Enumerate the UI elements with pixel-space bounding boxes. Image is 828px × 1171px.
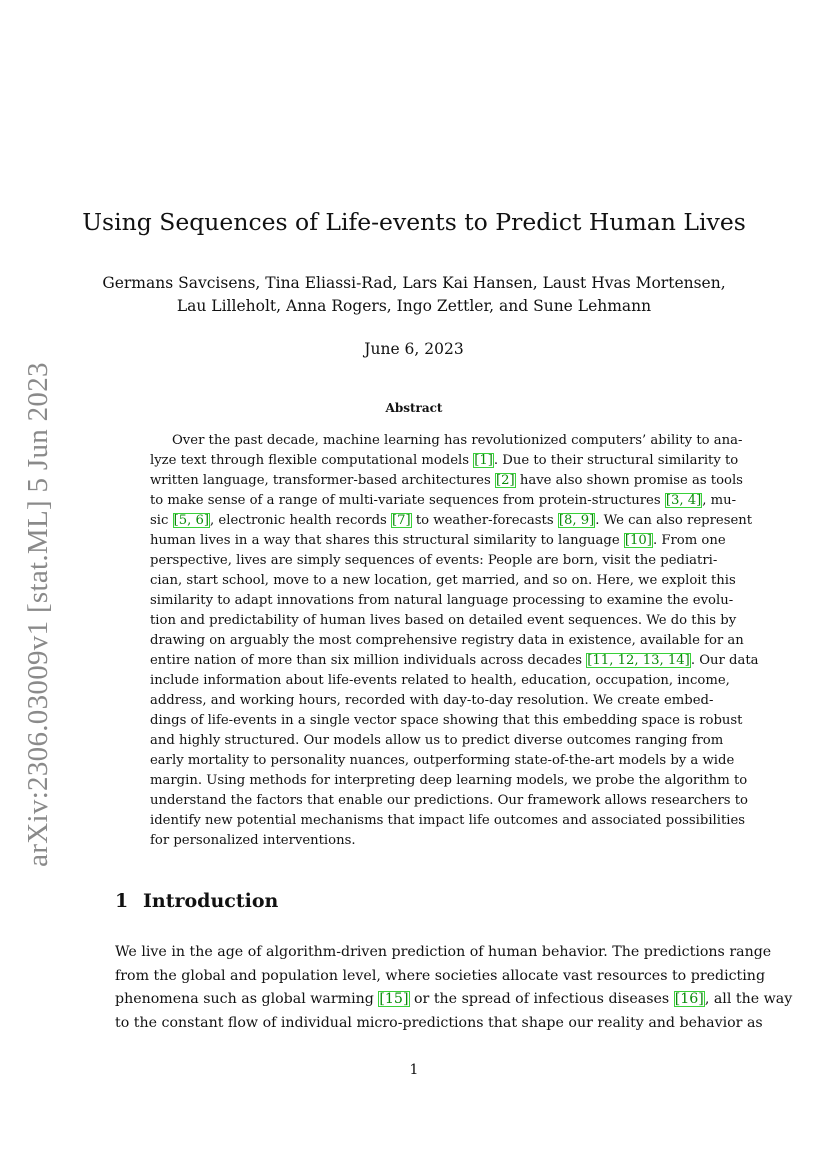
text-run: cian, start school, move to a new location, get married, and so on. Here, we exploit this	[150, 573, 736, 588]
text-run: from the global and population level, where societies allocate vast resources to predicting	[115, 967, 766, 984]
citation-link[interactable]: [1]	[474, 453, 493, 468]
abstract-line	[150, 771, 748, 791]
page-number: 1	[409, 1062, 419, 1078]
abstract-line	[150, 471, 743, 491]
text-run: . From one	[652, 533, 726, 548]
abstract-line	[150, 671, 730, 691]
abstract-line	[150, 631, 744, 651]
abstract-line	[150, 831, 688, 851]
text-run: . Due to their structural similarity to	[493, 453, 739, 468]
body-line	[115, 941, 772, 965]
text-run: , all the way	[704, 991, 793, 1008]
abstract-line	[150, 791, 748, 811]
abstract-line	[150, 731, 724, 751]
text-run: Over the past decade, machine learning has revolutionized computers’ ability to ana-	[172, 433, 743, 448]
text-run: perspective, lives are simply sequences of events: People are born, visit the pediatri-	[150, 553, 718, 568]
text-run: margin. Using methods for interpreting deep learning models, we probe the algorithm to	[150, 773, 748, 788]
text-run: . Our data	[690, 653, 759, 668]
body-line	[115, 965, 766, 989]
body-line	[115, 988, 793, 1012]
citation-link[interactable]: [15]	[379, 991, 409, 1008]
text-run: include information about life-events related to health, education, occupation, income,	[150, 673, 730, 688]
abstract-line	[150, 591, 734, 611]
author-line: Germans Savcisens, Tina Eliassi-Rad, Lars Kai Hansen, Laust Hvas Mortensen,	[102, 274, 726, 292]
text-run: early mortality to personality nuances, outperforming state-of-the-art models by a wide	[150, 753, 735, 768]
citation-link[interactable]: [11, 12, 13, 14]	[587, 653, 690, 668]
text-run: , electronic health records	[210, 513, 391, 528]
text-run: lyze text through flexible computational models	[150, 453, 474, 468]
citation-link[interactable]: [8, 9]	[558, 513, 595, 528]
text-run: written language, transformer-based architectures	[150, 473, 495, 488]
abstract-line	[150, 451, 739, 471]
text-run: to make sense of a range of multi-variate sequences from protein-structures	[150, 493, 665, 508]
abstract-line	[150, 551, 718, 571]
introduction-body	[115, 941, 793, 1036]
abstract-line	[150, 511, 753, 531]
text-run: dings of life-events in a single vector space showing that this embedding space is robust	[150, 713, 743, 728]
abstract-line	[150, 611, 737, 631]
text-run: have also shown promise as tools	[515, 473, 743, 488]
abstract-line	[150, 531, 726, 551]
section-title: Introduction	[143, 890, 279, 912]
section-heading	[115, 890, 278, 912]
author-list	[0, 272, 828, 318]
text-run: identify new potential mechanisms that impact life outcomes and associated possibilities	[150, 813, 746, 828]
text-run: drawing on arguably the most comprehensive registry data in existence, available for an	[150, 633, 744, 648]
text-run: tion and predictability of human lives based on detailed event sequences. We do this by	[150, 613, 737, 628]
publication-date: June 6, 2023	[364, 340, 464, 358]
text-run: similarity to adapt innovations from natural language processing to examine the evolu-	[150, 593, 734, 608]
text-run: phenomena such as global warming	[115, 991, 379, 1008]
abstract-heading: Abstract	[385, 401, 443, 415]
text-run: sic	[150, 513, 173, 528]
abstract-line	[150, 711, 743, 731]
abstract-line	[150, 431, 743, 451]
text-run: human lives in a way that shares this structural similarity to language	[150, 533, 624, 548]
text-run: address, and working hours, recorded with day-to-day resolution. We create embed-	[150, 693, 714, 708]
text-run: and highly structured. Our models allow us to predict diverse outcomes ranging from	[150, 733, 724, 748]
text-run: for personalized interventions.	[150, 833, 356, 848]
abstract-line	[150, 691, 714, 711]
text-run: . We can also represent	[595, 513, 753, 528]
abstract-body	[150, 431, 759, 851]
text-run: understand the factors that enable our predictions. Our framework allows researchers to	[150, 793, 748, 808]
citation-link[interactable]: [16]	[674, 991, 704, 1008]
section-number: 1	[115, 890, 129, 912]
abstract-line	[150, 651, 759, 671]
text-run: We live in the age of algorithm-driven prediction of human behavior. The predictions range	[115, 944, 772, 960]
citation-link[interactable]: [3, 4]	[665, 493, 702, 508]
text-run: to the constant flow of individual micro-predictions that shape our reality and behavior as	[115, 1015, 763, 1032]
citation-link[interactable]: [7]	[391, 513, 411, 528]
abstract-line	[150, 571, 736, 591]
abstract-line	[150, 491, 737, 511]
text-run: or the spread of infectious diseases	[409, 991, 674, 1008]
text-run: entire nation of more than six million individuals across decades	[150, 653, 587, 668]
arxiv-identifier-text: arXiv:2306.03009v1 [stat.ML] 5 Jun 2023	[21, 361, 54, 867]
abstract-line	[150, 751, 735, 771]
abstract-line	[150, 811, 746, 831]
citation-link[interactable]: [5, 6]	[173, 513, 210, 528]
author-line: Lau Lilleholt, Anna Rogers, Ingo Zettler, and Sune Lehmann	[176, 297, 652, 315]
text-run: , mu-	[702, 493, 737, 508]
text-run: to weather-forecasts	[411, 513, 558, 528]
citation-link[interactable]: [10]	[624, 533, 652, 548]
citation-link[interactable]: [2]	[495, 473, 515, 488]
arxiv-identifier-stamp	[20, 361, 56, 867]
body-line	[115, 1012, 763, 1036]
paper-title: Using Sequences of Life-events to Predict Human Lives	[82, 208, 746, 236]
